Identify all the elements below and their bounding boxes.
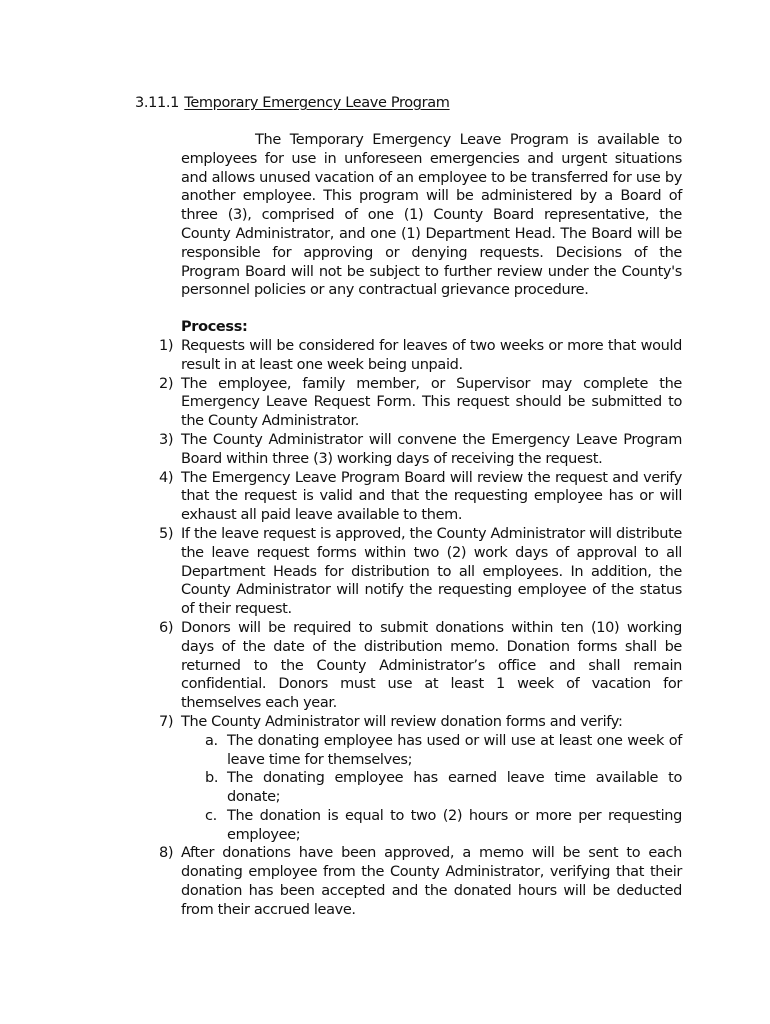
step-text: The County Administrator will review donation forms and verify: [181,713,623,730]
step-text: Requests will be considered for leaves of two weeks or more that would result in at least one week being unpaid. [181,337,682,373]
step-marker: 1) [159,337,174,354]
process-step [159,844,682,919]
step-text: The employee, family member, or Supervisor may complete the Emergency Leave Request Form. This request should be submitted to the County Administrator. [181,375,682,430]
intro-paragraph: The Temporary Emergency Leave Program is available to employees for use in unforeseen emergencies and urgent situations and allows unused vacation of an employee to be transferred for use by another employee. This program will be administered by a Board of three (3), comprised of one (1) County Board representative, the County Administrator, and one (1) Department Head. The Board will be responsible for approving or denying requests. Decisions of the Program Board will not be subject to further review under the County's personnel policies or any contractual grievance procedure. [181,132,682,299]
step-marker: 2) [159,375,174,392]
section-heading [135,94,450,113]
step-text: After donations have been approved, a memo will be sent to each donating employee from the County Administrator, verifying that their donation has been accepted and the donated hours will be deducted from their accrued leave. [181,845,682,918]
verification-item [181,807,682,845]
step-text: If the leave request is approved, the County Administrator will distribute the leave request forms within two (2) work days of approval to all Department Heads for distribution to all employees. In addition, the County Administrator will notify the requesting employee of the status of their request. [181,525,682,618]
section-body [159,131,682,920]
step-marker: 6) [159,619,174,636]
process-step [159,337,682,375]
process-step [159,619,682,713]
step-text: Donors will be required to submit donations within ten (10) working days of the date of the distribution memo. Donation forms shall be returned to the County Administrator’s office and shall remain confidential. Donors must use at least 1 week of vacation for themselves each year. [181,619,682,712]
process-step [159,525,682,619]
substep-text: The donating employee has used or will use at least one week of leave time for themselves; [227,732,682,768]
process-heading: Process: [181,319,248,336]
verification-sublist [181,732,682,845]
substep-marker: b. [205,770,219,787]
step-text: The Emergency Leave Program Board will review the request and verify that the request is valid and that the requesting employee has or will exhaust all paid leave available to them. [181,469,682,524]
process-step [159,713,682,845]
step-marker: 7) [159,713,174,730]
substep-marker: a. [205,732,218,749]
step-marker: 5) [159,525,174,542]
substep-marker: c. [205,807,217,824]
verification-item [181,732,682,770]
step-text: The County Administrator will convene the Emergency Leave Program Board within three (3) working days of receiving the request. [181,431,682,467]
verification-item [181,769,682,807]
substep-text: The donation is equal to two (2) hours or more per requesting employee; [227,807,682,843]
section-title: Temporary Emergency Leave Program [184,95,450,111]
substep-text: The donating employee has earned leave time available to donate; [227,770,682,806]
process-steps-list [159,337,682,920]
step-marker: 8) [159,845,174,862]
process-step [159,375,682,431]
step-marker: 3) [159,431,174,448]
process-step [159,469,682,525]
section-number: 3.11.1 [135,95,180,111]
process-step [159,431,682,469]
step-marker: 4) [159,469,174,486]
